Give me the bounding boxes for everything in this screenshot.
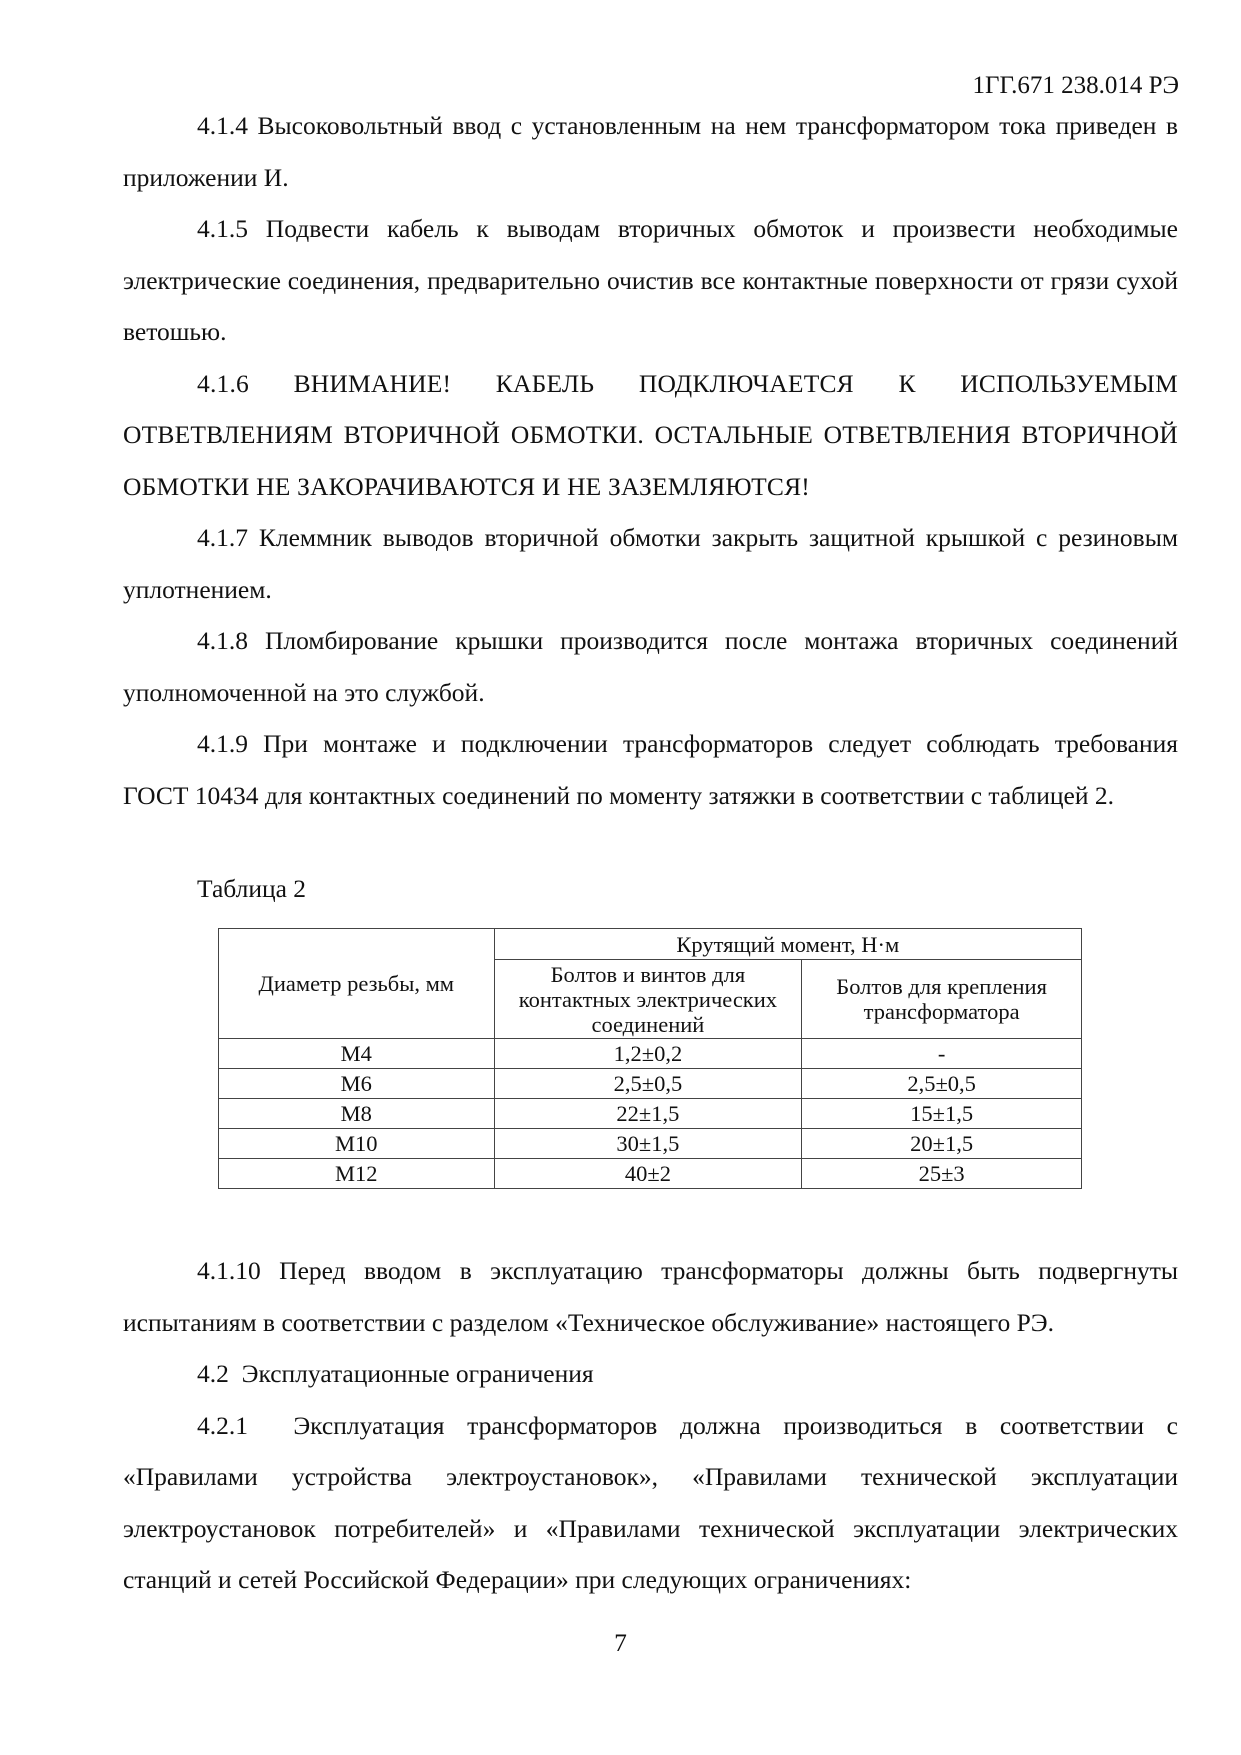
header-mount-bolts: Болтов для крепления трансформатора [802, 960, 1082, 1039]
cell-contact: 22±1,5 [494, 1099, 802, 1129]
table-row [219, 1159, 1082, 1189]
cell-diameter: М12 [219, 1159, 495, 1189]
paragraph-4-1-10: 4.1.10 Перед вводом в эксплуатацию трансформаторы должны быть подвергнуты испытаниям в соответствии с разделом «Техническое обслуживание» настоящего РЭ. [123, 1256, 1178, 1337]
paragraph-4-2-1: 4.2.1 Эксплуатация трансформаторов должна производиться в соответствии с «Правилами устройства электроустановок», «Правилами технической эксплуатации электроустановок потребителей» и «Правилами технической эксплуатации электрических станций и сетей Российской Федерации» при следующих ограничениях: [123, 1410, 1185, 1594]
cell-mount: 20±1,5 [802, 1129, 1082, 1159]
cell-contact: 30±1,5 [494, 1129, 802, 1159]
cell-diameter: М4 [219, 1039, 495, 1069]
header-diameter: Диаметр резьбы, мм [219, 929, 495, 1039]
paragraph-4-1-5: 4.1.5 Подвести кабель к выводам вторичных обмоток и произвести необходимые электрические соединения, предварительно очистив все контактные поверхности от грязи сухой ветошью. [123, 214, 1178, 346]
cell-contact: 2,5±0,5 [494, 1069, 802, 1099]
document-code: 1ГГ.671 238.014 РЭ [972, 72, 1179, 99]
cell-mount: 2,5±0,5 [802, 1069, 1082, 1099]
text-block-bottom [123, 1245, 1185, 1606]
cell-mount: 15±1,5 [802, 1099, 1082, 1129]
page-number: 7 [614, 1628, 627, 1657]
cell-diameter: М6 [219, 1069, 495, 1099]
table-row [219, 1069, 1082, 1099]
header-torque: Крутящий момент, Н·м [494, 929, 1081, 960]
cell-mount: 25±3 [802, 1159, 1082, 1189]
cell-contact: 1,2±0,2 [494, 1039, 802, 1069]
section-heading-4-2: 4.2 Эксплуатационные ограничения [197, 1359, 594, 1388]
paragraph-4-1-7: 4.1.7 Клеммник выводов вторичной обмотки закрыть защитной крышкой с резиновым уплотнением. [123, 523, 1178, 604]
cell-contact: 40±2 [494, 1159, 802, 1189]
text-block-top [123, 100, 1178, 821]
header-contact-bolts: Болтов и винтов для контактных электрических соединений [494, 960, 802, 1039]
cell-mount: - [802, 1039, 1082, 1069]
table-caption: Таблица 2 [197, 874, 307, 903]
table-row [219, 1129, 1082, 1159]
table-row [219, 1039, 1082, 1069]
paragraph-4-1-6-warning: 4.1.6 ВНИМАНИЕ! КАБЕЛЬ ПОДКЛЮЧАЕТСЯ К ИСПОЛЬЗУЕМЫМ ОТВЕТВЛЕНИЯМ ВТОРИЧНОЙ ОБМОТКИ. ОСТАЛЬНЫЕ ОТВЕТВЛЕНИЯ ВТОРИЧНОЙ ОБМОТКИ НЕ ЗАКОРАЧИВАЮТСЯ И НЕ ЗАЗЕМЛЯЮТСЯ! [123, 368, 1178, 501]
table-row [219, 1099, 1082, 1129]
cell-diameter: М8 [219, 1099, 495, 1129]
paragraph-4-1-8: 4.1.8 Пломбирование крышки производится после монтажа вторичных соединений уполномоченной на это службой. [123, 626, 1178, 707]
cell-diameter: М10 [219, 1129, 495, 1159]
paragraph-4-1-9: 4.1.9 При монтаже и подключении трансформаторов следует соблюдать требования ГОСТ 10434 для контактных соединений по моменту затяжки в соответствии с таблицей 2. [123, 729, 1178, 810]
torque-table [218, 928, 1082, 1189]
paragraph-4-1-4: 4.1.4 Высоковольтный ввод с установленным на нем трансформатором тока приведен в приложении И. [123, 111, 1178, 192]
